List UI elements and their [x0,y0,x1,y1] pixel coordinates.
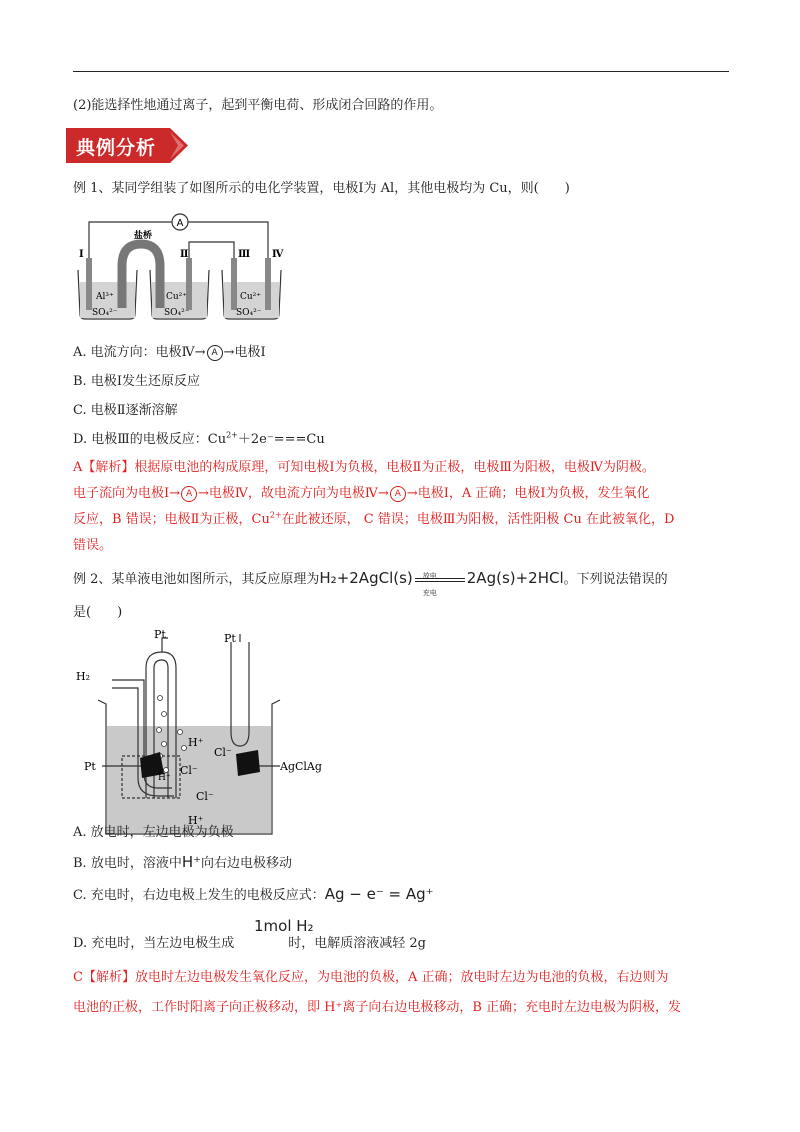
ion-label: Cl⁻ [196,790,214,803]
beaker3-anion: SO₄²⁻ [236,308,262,318]
pt-top-left-label: Pt [154,628,166,641]
example2-option-c: C. 充电时，右边电极上发生的电极反应式：Ag − e⁻ = Ag⁺ [73,885,434,903]
beaker1-cation: Al³⁺ [96,292,114,302]
example1-stem: 例 1、某同学组装了如图所示的电化学装置，电极Ⅰ为 Al，其他电极均为 Cu，则( ) [73,181,570,196]
example2-analysis-line1: C【解析】放电时左边电极发生氧化反应，为电池的负极，A 正确；放电时左边为电池的负极，右边则为 [73,970,669,985]
electrode-1-label: Ⅰ [79,249,84,260]
example1-option-d: D. 电极Ⅲ的电极反应：$Cu^{2+}+2e^-===Cu$ [73,430,325,447]
beaker3-cation: Cu²⁺ [240,292,262,302]
salt-bridge-label: 盐桥 [134,231,153,241]
electrochemical-setup-figure [76,208,286,326]
example2-option-b: B. 放电时，溶液中H⁺向右边电极移动 [73,853,293,871]
agclag-label: AgClAg [280,760,322,773]
example1-analysis-line4: 错误。 [73,538,113,553]
ion-label: Cl⁻ [180,764,198,777]
ion-label: H⁺ [188,736,204,749]
beaker2-cation: Cu²⁺ [166,292,188,302]
intro-line: (2)能选择性地通过离子，起到平衡电荷、形成闭合回路的作用。 [73,98,443,113]
pt-left-label: Pt [84,760,96,773]
single-liquid-cell-figure [76,628,336,838]
ammeter-icon: A [390,486,406,502]
example2-option-a: A. 放电时，左边电极为负极 [73,825,234,840]
section-banner-label: 典例分析 [76,137,157,159]
example2-option-d: D. 充电时，当左边电极生成 时，电解质溶液减轻 2g [73,936,426,951]
example2-stem: 例 2、某单液电池如图所示，其反应原理为H₂+2AgCl(s) 放电 充电 2Ag(s)+2HCl。下列说法错误的 [73,569,668,597]
header-rule [73,71,729,72]
ion-label: Cl⁻ [214,746,232,759]
ion-label: H⁺ [158,773,171,783]
ammeter-label: A [176,218,184,229]
example1-option-c: C. 电极Ⅱ逐渐溶解 [73,403,178,418]
example1-option-b: B. 电极Ⅰ发生还原反应 [73,374,200,389]
h2-label: H₂ [76,670,91,683]
example1-analysis-line2: 电子流向为电极Ⅰ→ A →电极Ⅳ，故电流方向为电极Ⅳ→ A →电极Ⅰ，A 正确；电极Ⅰ为负极，发生氧化 [73,486,650,501]
pt-top-right-label: Pt [224,632,236,645]
example2-stem-line2: 是( ) [73,605,123,620]
electrode-2-label: Ⅱ [180,249,189,260]
example2-analysis-line2: 电池的正极，工作时阳离子向正极移动，即 H⁺离子向右边电极移动，B 正确；充电时左边电极为阴极，发 [73,1000,682,1015]
ammeter-icon: A [181,486,197,502]
example1-analysis-line3: 反应，B 错误；电极Ⅱ为正极，$Cu^{2+}$在此被还原， C 错误；电极Ⅲ为阳极，活性阳极 Cu 在此被氧化，D [73,510,675,527]
ion-label: H⁺ [188,814,204,827]
beaker2-anion: SO₄²⁻ [164,308,190,318]
example1-analysis-line1: A【解析】根据原电池的构成原理，可知电极Ⅰ为负极，电极Ⅱ为正极，电极Ⅲ为阳极，电极Ⅳ为阴极。 [73,460,655,475]
example1-option-a: A. 电流方向：电极Ⅳ→ A →电极Ⅰ [73,345,266,360]
reaction-formula: H₂+2AgCl(s) 放电 充电 2Ag(s)+2HCl [319,569,564,597]
ammeter-icon: A [207,345,223,361]
example2-option-d-formula: 1mol H₂ [254,917,314,935]
electrode-3-label: Ⅲ [238,249,251,260]
electrode-4-label: Ⅳ [272,249,284,260]
beaker1-anion: SO₄²⁻ [92,308,118,318]
